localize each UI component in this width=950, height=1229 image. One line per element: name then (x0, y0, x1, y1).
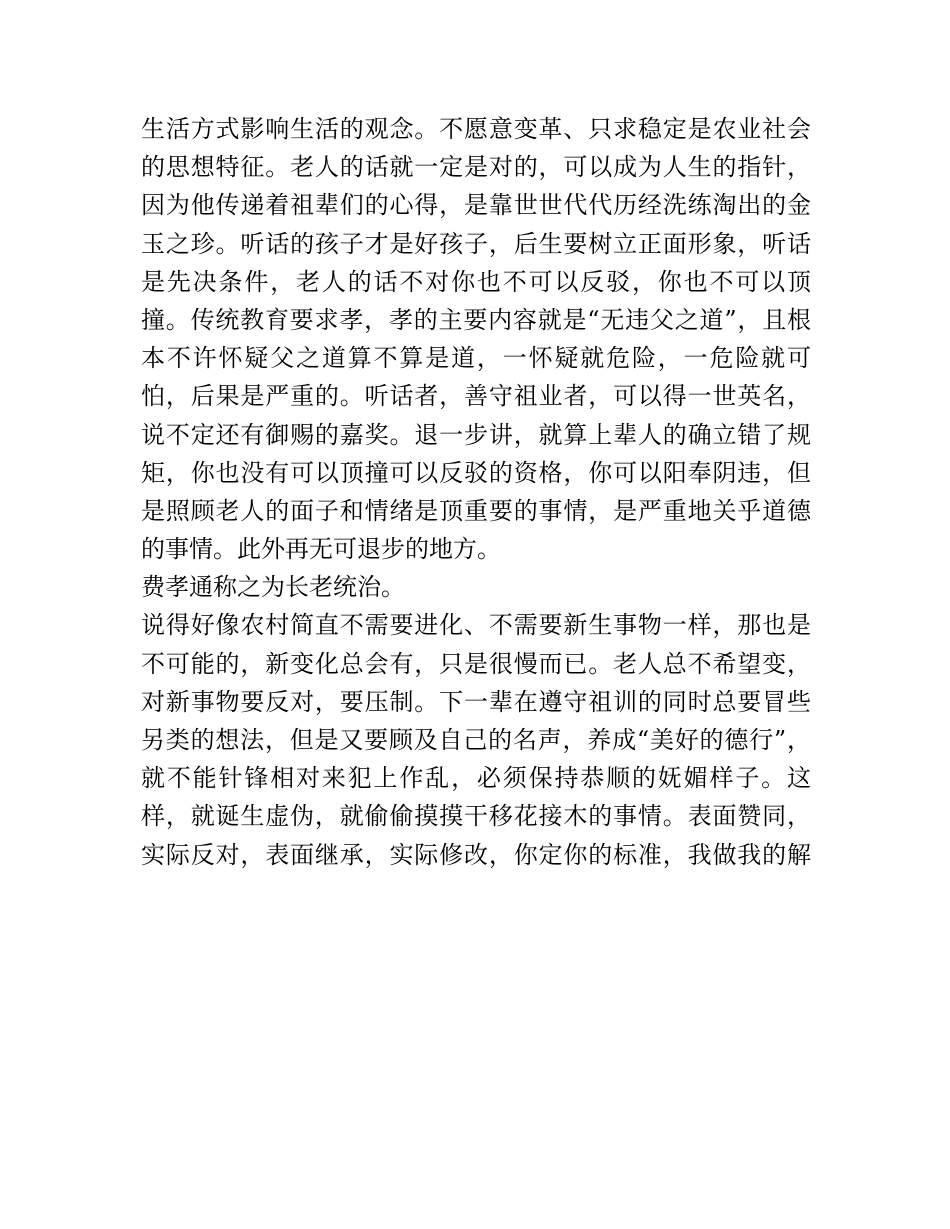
text-line: 说得好像农村简直不需要进化、不需要新生事物一样，那也是 (141, 611, 811, 640)
text-line: 因为他传递着祖辈们的心得，是靠世世代代历经洗练淘出的金 (141, 191, 811, 220)
text-line: 本不许怀疑父之道算不算是道，一怀疑就危险，一危险就可 (141, 344, 811, 373)
paragraph (141, 568, 821, 606)
text-line: 矩，你也没有可以顶撞可以反驳的资格，你可以阳奉阴违，但 (141, 458, 811, 487)
text-line: 实际反对，表面继承，实际修改，你定你的标准，我做我的解 (141, 840, 811, 869)
text-line: 的事情。此外再无可退步的地方。 (141, 535, 501, 564)
text-line: 生活方式影响生活的观念。不愿意变革、只求稳定是农业社会 (141, 115, 811, 143)
text-line: 就不能针锋相对来犯上作乱，必须保持恭顺的妩媚样子。这 (141, 764, 811, 793)
text-line: 不可能的，新变化总会有，只是很慢而已。老人总不希望变， (141, 649, 811, 678)
text-line: 的思想特征。老人的话就一定是对的，可以成为人生的指针， (141, 153, 811, 182)
paragraph (141, 606, 821, 873)
text-line: 说不定还有御赐的嘉奖。退一步讲，就算上辈人的确立错了规 (141, 420, 811, 449)
text-line: 对新事物要反对，要压制。下一辈在遵守祖训的同时总要冒些 (141, 687, 811, 716)
paragraph (141, 110, 821, 568)
text-line: 费孝通称之为长老统治。 (141, 573, 405, 602)
text-line: 另类的想法，但是又要顾及自己的名声，养成“美好的德行”， (141, 726, 811, 754)
text-line: 玉之珍。听话的孩子才是好孩子，后生要树立正面形象，听话 (141, 229, 811, 258)
text-line: 是照顾老人的面子和情绪是顶重要的事情，是严重地关乎道德 (141, 496, 811, 525)
text-line: 是先决条件，老人的话不对你也不可以反驳，你也不可以顶 (141, 267, 811, 296)
text-line: 撞。传统教育要求孝，孝的主要内容就是“无违父之道”，且根 (141, 305, 811, 334)
document-page (141, 110, 821, 874)
text-line: 样，就诞生虚伪，就偷偷摸摸干移花接木的事情。表面赞同， (141, 802, 811, 831)
text-line: 怕，后果是严重的。听话者，善守祖业者，可以得一世英名， (141, 382, 811, 411)
